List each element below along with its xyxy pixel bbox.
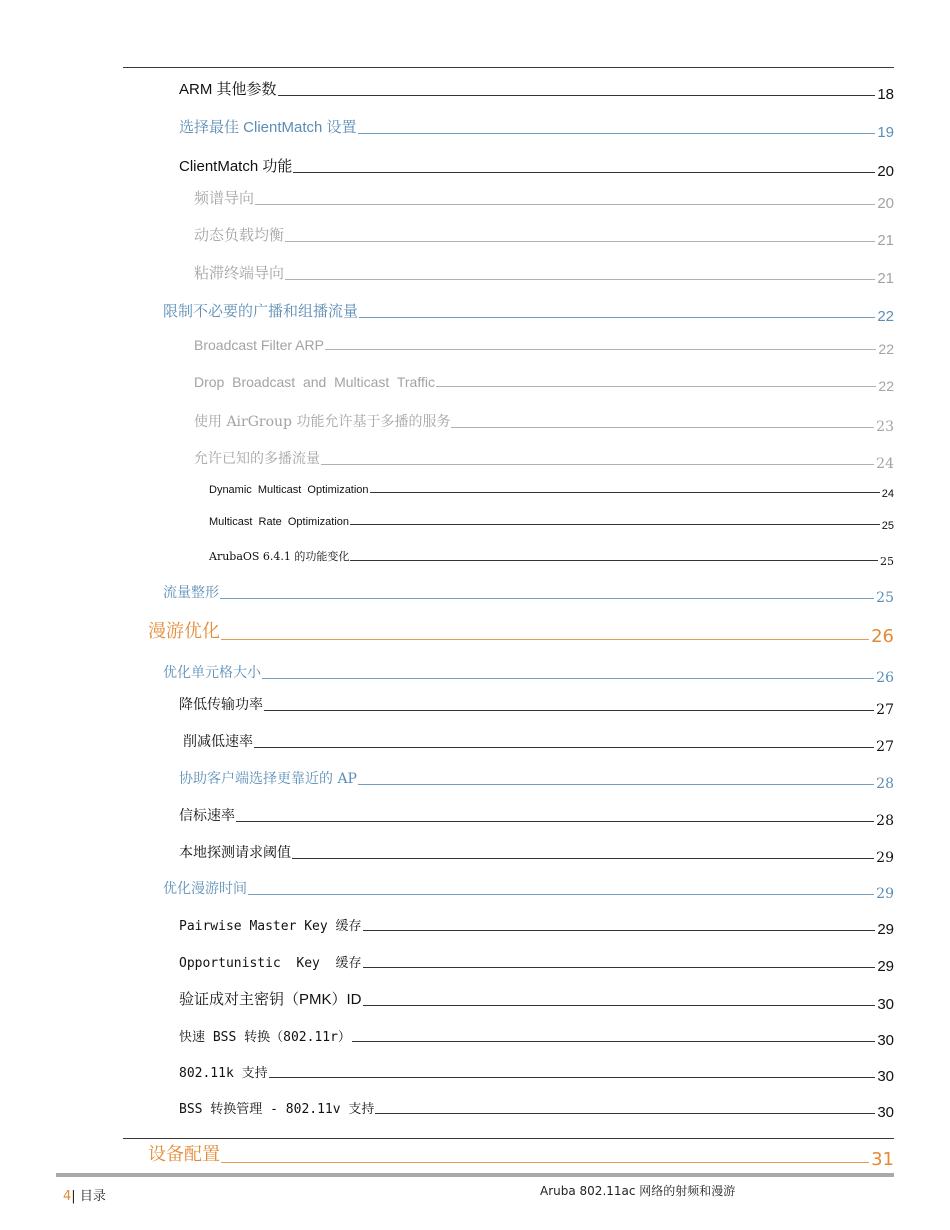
toc-entry-page: 21 (877, 270, 894, 287)
toc-entry-title: 允许已知的多播流量 (194, 451, 320, 467)
toc-leader-line (248, 894, 874, 895)
toc-leader-line (325, 349, 876, 350)
toc-entry-title: ArubaOS 6.4.1 的功能变化 (209, 550, 350, 563)
toc-entry-title: 本地探测请求阈值 (179, 845, 291, 861)
toc-entry-page: 28 (876, 776, 894, 792)
toc-entry-page: 29 (876, 850, 894, 866)
toc-entry-page: 29 (877, 921, 894, 938)
toc-leader-line (359, 317, 875, 318)
toc-entry-page: 24 (876, 456, 894, 472)
toc-leader-line (358, 133, 876, 134)
toc-leader-line (269, 1077, 876, 1078)
toc-entry-title: 802.11k 支持 (179, 1066, 268, 1081)
toc-leader-line (375, 1113, 875, 1114)
toc-entry-title: Pairwise Master Key 缓存 (179, 919, 362, 934)
toc-entry-title: 选择最佳 ClientMatch 设置 (179, 119, 357, 136)
toc-entry-page: 22 (878, 341, 894, 357)
toc-entry[interactable] (194, 448, 894, 472)
toc-entry-title: 降低传输功率 (179, 697, 263, 713)
toc-leader-line (221, 1162, 869, 1163)
toc-leader-line (350, 560, 878, 561)
toc-entry-page: 26 (876, 670, 894, 686)
footer-separator: | (71, 1189, 76, 1204)
toc-entry-title: 快速 BSS 转换（802.11r） (179, 1030, 351, 1045)
toc-entry-title: 验证成对主密钥（PMK）ID (179, 991, 362, 1008)
toc-entry-title: Broadcast Filter ARP (194, 337, 324, 353)
toc-leader-line (436, 386, 876, 387)
toc-entry-page: 30 (877, 996, 894, 1013)
toc-entry-page: 22 (878, 378, 894, 394)
toc-entry-page: 24 (881, 488, 894, 500)
toc-entry-title: 信标速率 (179, 808, 235, 824)
toc-leader-line (358, 784, 874, 785)
toc-leader-line (363, 967, 876, 968)
toc-chapter-entry[interactable] (148, 1140, 894, 1170)
toc-entry-page: 29 (876, 886, 894, 902)
toc-entry[interactable] (179, 988, 894, 1013)
footer-page-number: 4 (63, 1189, 72, 1204)
toc-leader-line (370, 492, 880, 493)
footer-divider (56, 1173, 894, 1177)
toc-entry[interactable] (209, 516, 894, 532)
toc-entry-page: 20 (877, 195, 894, 212)
toc-entry-page: 22 (877, 308, 894, 325)
toc-entry[interactable] (179, 952, 894, 975)
chapter-divider (123, 1138, 894, 1139)
toc-entry[interactable] (194, 337, 894, 357)
footer-page-label (63, 1185, 106, 1204)
toc-leader-line (293, 172, 875, 173)
toc-entry[interactable] (163, 582, 894, 606)
toc-entry[interactable] (179, 155, 894, 180)
toc-entry-page: 21 (877, 232, 894, 249)
toc-entry-title: 使用 AirGroup 功能允许基于多播的服务 (194, 414, 451, 430)
toc-entry-title: 削减低速率 (183, 734, 253, 750)
toc-leader-line (264, 710, 874, 711)
footer-section: 目录 (79, 1189, 106, 1204)
toc-entry-title: Drop Broadcast and Multicast Traffic (194, 374, 435, 390)
toc-chapter-entry[interactable] (148, 617, 894, 647)
toc-leader-line (292, 858, 874, 859)
toc-entry-page: 20 (877, 163, 894, 180)
footer-document-title: Aruba 802.11ac 网络的射频和漫游 (540, 1184, 736, 1198)
toc-leader-line (255, 204, 875, 205)
toc-leader-line (221, 639, 869, 640)
toc-entry-title: Dynamic Multicast Optimization (209, 484, 369, 496)
toc-entry[interactable] (194, 262, 894, 287)
toc-entry-page: 30 (877, 1104, 894, 1121)
toc-leader-line (220, 598, 874, 599)
toc-entry-page: 27 (876, 739, 894, 755)
toc-entry-page: 23 (876, 419, 894, 435)
toc-leader-line (254, 747, 874, 748)
toc-entry-title: 设备配置 (148, 1144, 220, 1165)
toc-leader-line (350, 524, 880, 525)
toc-entry-title: 限制不必要的广播和组播流量 (163, 303, 359, 320)
toc-entry-page: 18 (877, 86, 894, 103)
toc-entry-page: 25 (881, 520, 894, 532)
toc-entry-title: 粘滞终端导向 (194, 265, 285, 282)
toc-leader-line (321, 464, 874, 465)
toc-entry-page: 30 (877, 1032, 894, 1049)
toc-entry[interactable] (179, 78, 894, 103)
toc-entry[interactable] (179, 915, 894, 938)
toc-entry-title: 漫游优化 (148, 621, 220, 642)
toc-entry[interactable] (194, 187, 894, 212)
toc-entry-page: 28 (876, 813, 894, 829)
toc-entry[interactable] (179, 1098, 894, 1121)
toc-leader-line (451, 427, 874, 428)
toc-entry-title: 优化漫游时间 (163, 881, 247, 897)
toc-entry-page: 25 (876, 590, 894, 606)
toc-entry-page: 27 (876, 702, 894, 718)
toc-entry-page: 30 (877, 1068, 894, 1085)
toc-entry[interactable] (179, 116, 894, 141)
toc-entry-page: 29 (877, 958, 894, 975)
toc-leader-line (262, 678, 874, 679)
toc-leader-line (285, 241, 875, 242)
toc-entry[interactable] (183, 731, 894, 755)
toc-entry[interactable] (194, 374, 894, 394)
toc-entry[interactable] (179, 805, 894, 829)
toc-entry[interactable] (194, 411, 894, 435)
top-divider (123, 67, 894, 68)
toc-entry-title: ARM 其他参数 (179, 81, 277, 98)
toc-entry-title: BSS 转换管理 - 802.11v 支持 (179, 1102, 375, 1117)
toc-leader-line (236, 821, 874, 822)
toc-entry[interactable] (179, 1062, 894, 1085)
toc-entry[interactable] (163, 300, 894, 325)
toc-entry-title: 动态负载均衡 (194, 227, 285, 244)
toc-entry-page: 31 (871, 1149, 894, 1170)
toc-entry[interactable] (209, 548, 894, 568)
toc-entry[interactable] (179, 768, 894, 792)
toc-entry-page: 26 (871, 626, 894, 647)
toc-entry-page: 19 (877, 124, 894, 141)
toc-entry-title: 协助客户端选择更靠近的 AP (179, 771, 357, 787)
toc-entry-title: ClientMatch 功能 (179, 158, 293, 175)
toc-entry-title: Multicast Rate Optimization (209, 516, 349, 528)
toc-entry[interactable] (179, 842, 894, 866)
toc-leader-line (352, 1041, 875, 1042)
toc-leader-line (285, 279, 875, 280)
toc-entry-title: 流量整形 (163, 585, 219, 601)
toc-entry[interactable] (163, 662, 894, 686)
toc-entry-title: Opportunistic Key 缓存 (179, 956, 362, 971)
toc-entry[interactable] (179, 694, 894, 718)
toc-leader-line (363, 930, 876, 931)
toc-entry-title: 频谱导向 (194, 190, 255, 207)
toc-leader-line (278, 95, 876, 96)
toc-entry[interactable] (163, 878, 894, 902)
toc-entry[interactable] (194, 224, 894, 249)
toc-entry-page: 25 (880, 555, 894, 568)
toc-entry[interactable] (209, 484, 894, 500)
toc-entry-title: 优化单元格大小 (163, 665, 261, 681)
toc-entry[interactable] (179, 1026, 894, 1049)
toc-leader-line (363, 1005, 876, 1006)
